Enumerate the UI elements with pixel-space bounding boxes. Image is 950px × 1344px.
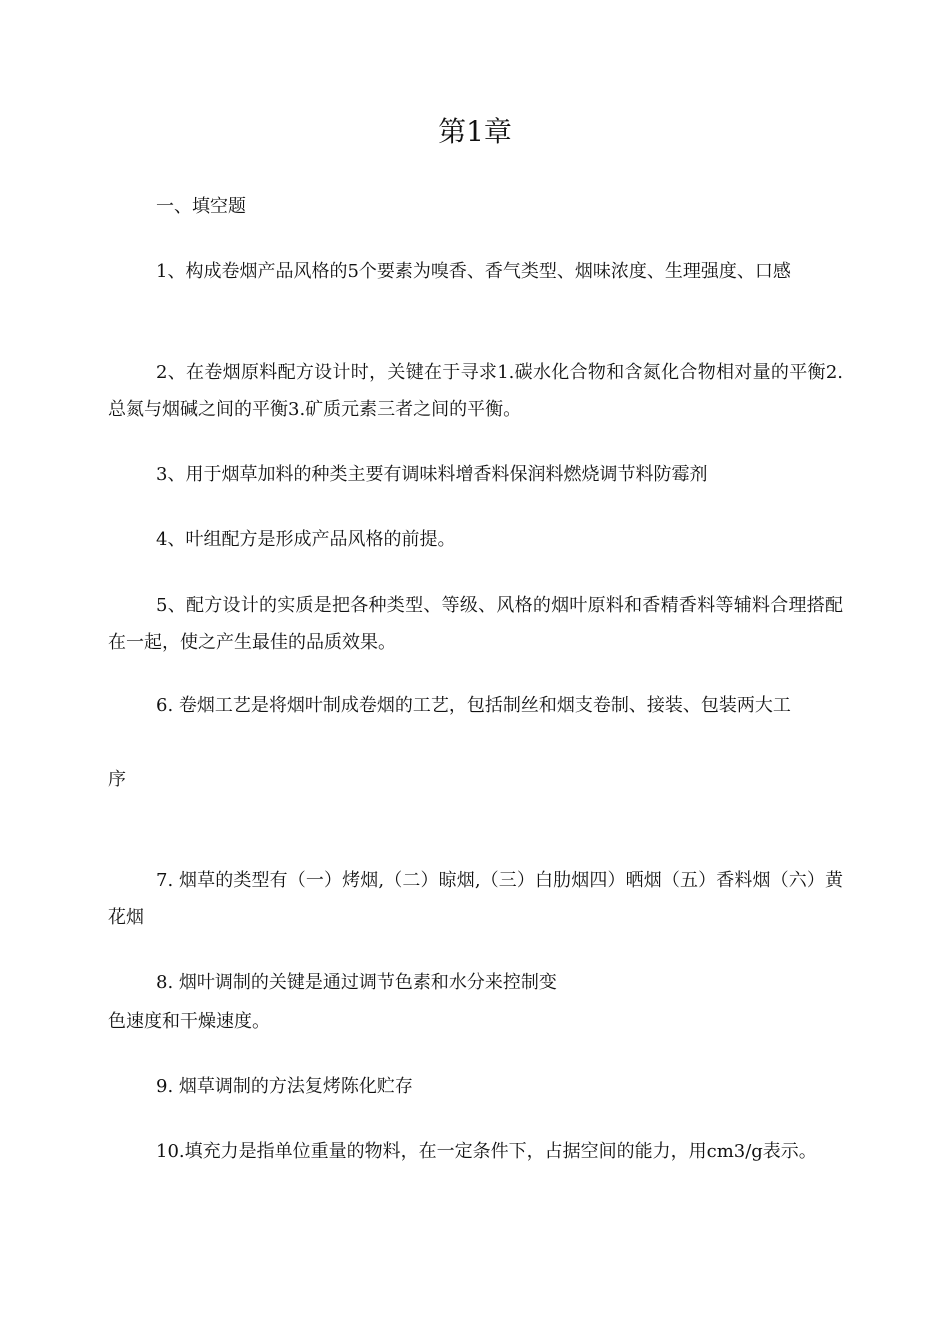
fill-blank-item-6-line-2: 序 bbox=[108, 769, 126, 790]
fill-blank-item-9: 9. 烟草调制的方法复烤陈化贮存 bbox=[156, 1076, 413, 1097]
fill-blank-item-2: 2、在卷烟原料配方设计时，关键在于寻求1.碳水化合物和含氮化合物相对量的平衡2.总氮与烟碱之间的平衡3.矿质元素三者之间的平衡。 bbox=[108, 362, 843, 420]
fill-blank-item-8-line-2: 色速度和干燥速度。 bbox=[108, 1011, 270, 1032]
fill-blank-item-7: 7. 烟草的类型有（一）烤烟,（二）晾烟,（三）白肋烟四）晒烟（五）香料烟（六）黄花烟 bbox=[108, 870, 843, 928]
fill-blank-item-6-line-1: 6. 卷烟工艺是将烟叶制成卷烟的工艺，包括制丝和烟支卷制、接装、包装两大工 bbox=[156, 695, 791, 716]
section-heading: 一、填空题 bbox=[156, 196, 246, 217]
fill-blank-item-4: 4、叶组配方是形成产品风格的前提。 bbox=[156, 529, 456, 550]
fill-blank-item-6-continuation bbox=[108, 761, 843, 798]
fill-blank-item-10: 10.填充力是指单位重量的物料，在一定条件下，占据空间的能力，用cm3/g表示。 bbox=[156, 1141, 817, 1162]
fill-blank-item-1: 1、构成卷烟产品风格的5个要素为嗅香、香气类型、烟味浓度、生理强度、口感 bbox=[156, 261, 791, 282]
fill-blank-item-8-line-1: 8. 烟叶调制的关键是通过调节色素和水分来控制变 bbox=[156, 972, 557, 993]
fill-blank-item-8 bbox=[108, 964, 843, 1001]
chapter-title: 第1章 bbox=[438, 115, 512, 148]
fill-blank-item-8-continuation bbox=[108, 1003, 843, 1040]
fill-blank-item-3: 3、用于烟草加料的种类主要有调味料增香料保润料燃烧调节料防霉剂 bbox=[156, 464, 708, 485]
fill-blank-item-5: 5、配方设计的实质是把各种类型、等级、风格的烟叶原料和香精香料等辅料合理搭配在一起，使之产生最佳的品质效果。 bbox=[108, 595, 843, 653]
fill-blank-item-6 bbox=[108, 687, 843, 724]
